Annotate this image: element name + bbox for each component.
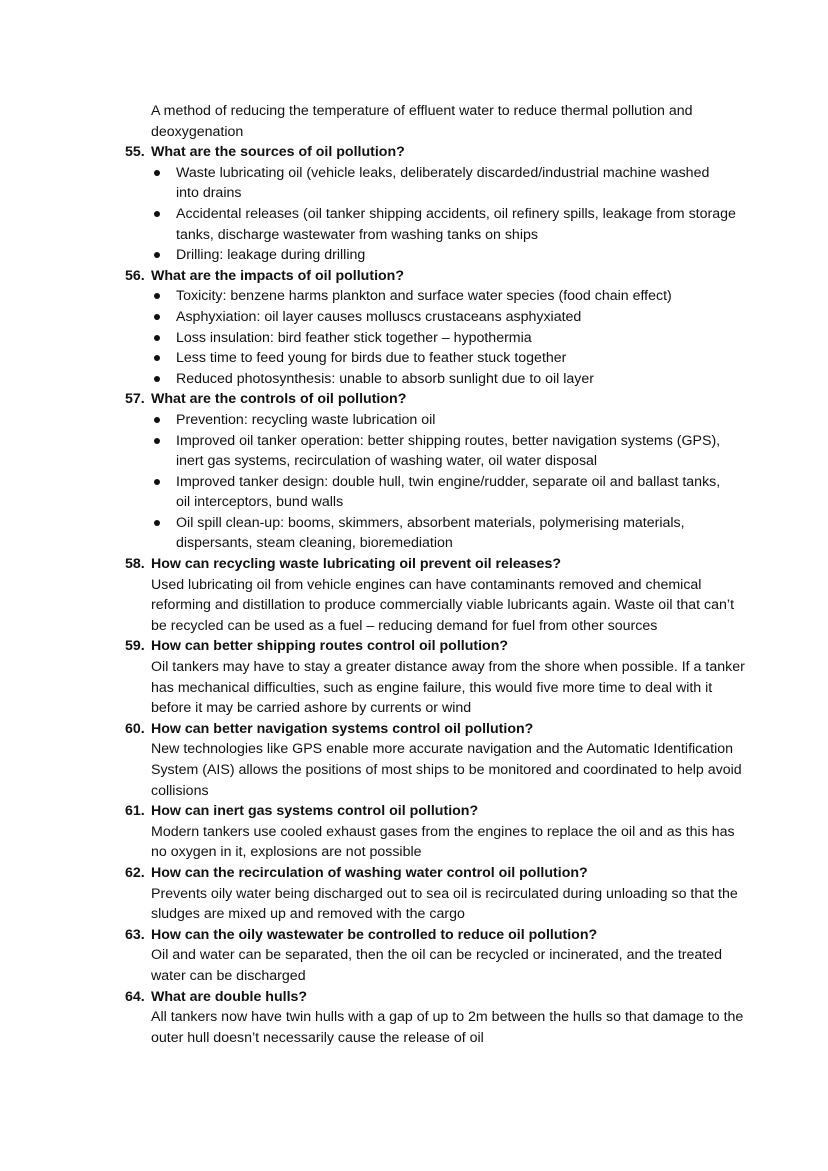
list-item [176, 245, 736, 266]
list-item [176, 348, 736, 369]
list-item-text: Asphyxiation: oil layer causes molluscs crustaceans asphyxiated [176, 308, 582, 325]
question-number: 55. [125, 144, 145, 161]
answer-text: Prevents oily water being discharged out to sea oil is recirculated during unloading so that the sludges are mixed up and removed with the cargo [151, 885, 738, 923]
list-item-text: Drilling: leakage during drilling [176, 247, 366, 264]
answer-text: Oil and water can be separated, then the oil can be recycled or incinerated, and the treated water can be discharged [151, 947, 723, 984]
question-number: 62. [125, 864, 145, 881]
bullet-icon [154, 520, 160, 526]
question-text: What are the sources of oil pollution? [151, 144, 405, 161]
list-item [176, 328, 736, 349]
answer-text: Oil tankers may have to stay a greater distance away from the shore when possible. If a tanker has mechanical difficulties, such as engine failure, this would five more time to deal with it before it may be carried ashore by currents or wind [151, 659, 745, 717]
list-item [176, 286, 736, 307]
list-item [176, 204, 736, 245]
list-item-text: Reduced photosynthesis: unable to absorb sunlight due to oil layer [176, 370, 595, 387]
question-number: 61. [125, 803, 145, 820]
question-heading [125, 925, 828, 946]
question-heading [125, 801, 828, 822]
question-number: 64. [125, 988, 145, 1005]
bullet-icon [154, 211, 160, 217]
list-item-text: Improved tanker design: double hull, twin engine/rudder, separate oil and ballast tanks, oil interceptors, bund walls [176, 473, 721, 511]
answer-text: All tankers now have twin hulls with a gap of up to 2m between the hulls so that damage to the outer hull doesn’t necessarily cause the release of oil [151, 1009, 744, 1046]
list-item-text: Less time to feed young for birds due to feather stuck together [176, 350, 567, 367]
question-number: 58. [125, 556, 145, 573]
bullet-icon [154, 355, 160, 361]
list-item-text: Waste lubricating oil (vehicle leaks, deliberately discarded/industrial machine washed into drains [176, 164, 710, 202]
bullet-icon [154, 438, 160, 444]
answer-text: New technologies like GPS enable more accurate navigation and the Automatic Identification System (AIS) allows the positions of most ships to be monitored and coordinated to help avoid collisions [151, 741, 742, 799]
bullet-icon [154, 335, 160, 341]
list-item [176, 472, 736, 513]
question-text: How can inert gas systems control oil pollution? [151, 803, 479, 820]
list-item-text: Prevention: recycling waste lubrication oil [176, 411, 436, 428]
bullet-icon [154, 417, 160, 423]
question-number: 57. [125, 391, 145, 408]
list-item [176, 369, 736, 390]
question-number: 60. [125, 720, 145, 737]
bullet-icon [154, 293, 160, 299]
question-text: How can the oily wastewater be controlled to reduce oil pollution? [151, 926, 598, 943]
question-heading [125, 636, 828, 657]
document-content [0, 101, 828, 1048]
intro-answer: A method of reducing the temperature of effluent water to reduce thermal pollution and deoxygenation [151, 103, 693, 140]
question-text: How can recycling waste lubricating oil prevent oil releases? [151, 556, 561, 573]
question-heading [125, 554, 828, 575]
question-number: 59. [125, 638, 145, 655]
bullet-icon [154, 376, 160, 382]
bullet-list [0, 286, 828, 389]
question-heading [125, 863, 828, 884]
question-number: 63. [125, 926, 145, 943]
bullet-icon [154, 252, 160, 258]
bullet-icon [154, 479, 160, 485]
list-item-text: Toxicity: benzene harms plankton and surface water species (food chain effect) [176, 288, 672, 305]
question-text: How can the recirculation of washing water control oil pollution? [151, 864, 588, 881]
list-item [176, 307, 736, 328]
question-number: 56. [125, 267, 145, 284]
answer-text: Used lubricating oil from vehicle engines can have contaminants removed and chemical reforming and distillation to produce commercially viable lubricants again. Waste oil that can’t be recycled can be used as a fuel – reducing demand for fuel from other sources [151, 576, 735, 634]
bullet-icon [154, 170, 160, 176]
question-heading [125, 389, 828, 410]
question-text: What are the controls of oil pollution? [151, 391, 407, 408]
question-heading [125, 987, 828, 1008]
question-text: What are the impacts of oil pollution? [151, 267, 405, 284]
question-heading [125, 266, 828, 287]
list-item-text: Loss insulation: bird feather stick together – hypothermia [176, 329, 532, 346]
question-text: How can better navigation systems control oil pollution? [151, 720, 534, 737]
bullet-icon [154, 314, 160, 320]
list-item [176, 410, 736, 431]
answer-text: Modern tankers use cooled exhaust gases from the engines to replace the oil and as this has no oxygen in it, explosions are not possible [151, 823, 735, 861]
list-item-text: Improved oil tanker operation: better shipping routes, better navigation systems (GPS), inert gas systems, recirculation of washing water, oil water disposal [176, 432, 721, 470]
list-item [176, 431, 736, 472]
question-text: How can better shipping routes control oil pollution? [151, 638, 509, 655]
bullet-list [0, 163, 828, 266]
list-item [176, 163, 736, 204]
list-item-text: Accidental releases (oil tanker shipping accidents, oil refinery spills, leakage from storage tanks, discharge wastewater from washing tanks on ships [176, 205, 736, 243]
question-text: What are double hulls? [151, 988, 308, 1005]
question-heading [125, 719, 828, 740]
question-heading [125, 142, 828, 163]
list-item [176, 513, 736, 554]
list-item-text: Oil spill clean-up: booms, skimmers, absorbent materials, polymerising materials, dispersants, steam cleaning, bioremediation [176, 514, 685, 552]
bullet-list [0, 410, 828, 554]
